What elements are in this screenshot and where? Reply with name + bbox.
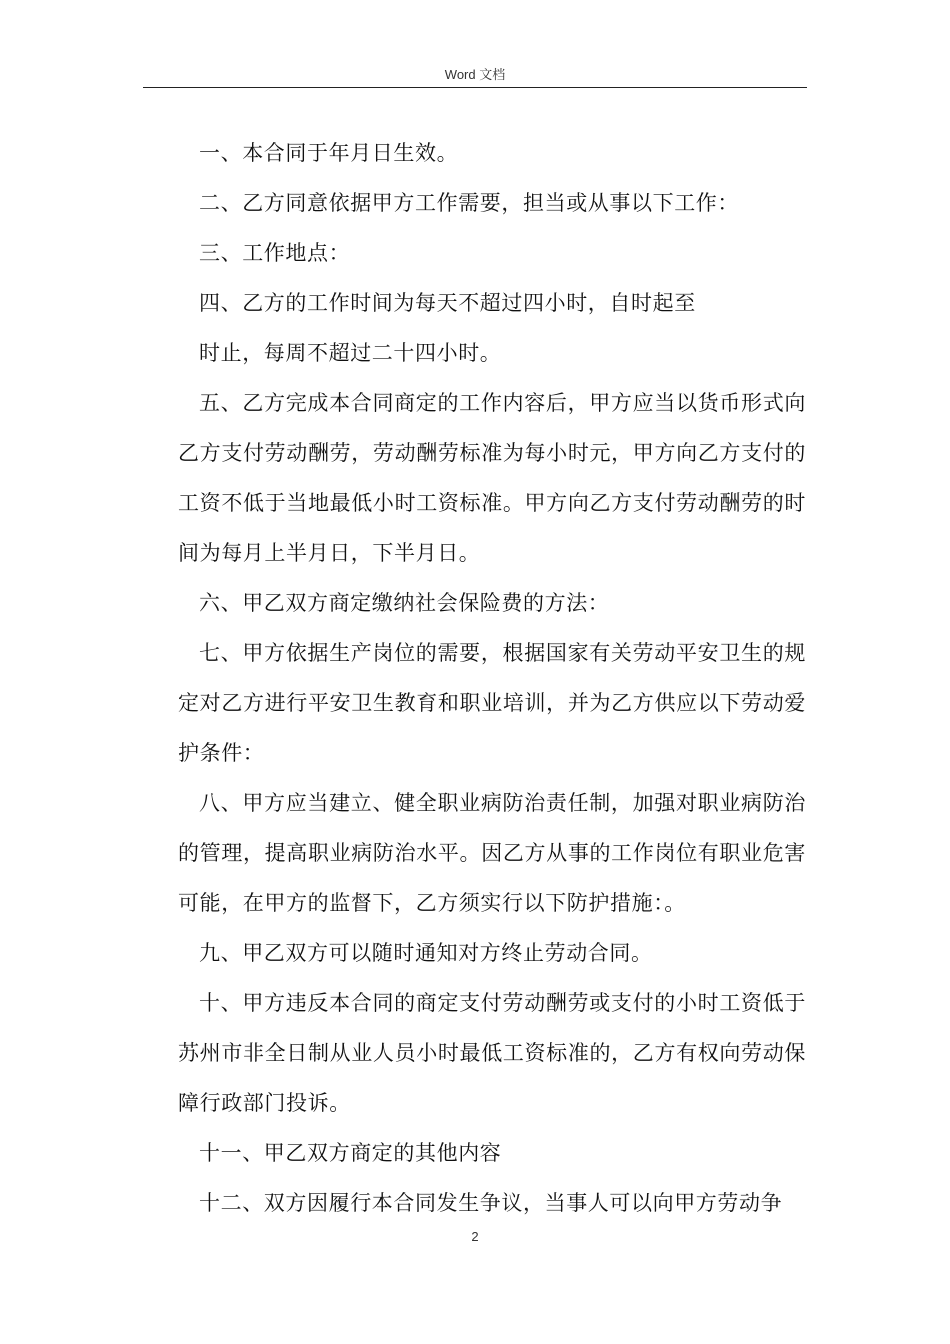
- paragraph-6: 六、甲乙双方商定缴纳社会保险费的方法：: [199, 591, 610, 615]
- header-divider: [143, 87, 807, 88]
- paragraph-1: 一、本合同于年月日生效。: [199, 141, 459, 165]
- paragraph-3: 三、工作地点：: [199, 241, 351, 265]
- page-number: 2: [471, 1229, 479, 1244]
- paragraph-8: 八、甲方应当建立、健全职业病防治责任制，加强对职业病防治的管理，提高职业病防治水平。因乙方从事的工作岗位有职业危害可能，在甲方的监督下，乙方须实行以下防护措施：。: [178, 791, 806, 915]
- paragraph-4-continuation: 时止，每周不超过二十四小时。: [199, 341, 502, 365]
- document-header-title: Word 文档: [444, 67, 506, 82]
- document-body: [178, 128, 806, 1228]
- paragraph-11: 十一、甲乙双方商定的其他内容: [199, 1141, 502, 1165]
- paragraph-10: 十、甲方违反本合同的商定支付劳动酬劳或支付的小时工资低于苏州市非全日制从业人员小时最低工资标准的，乙方有权向劳动保障行政部门投诉。: [178, 991, 806, 1115]
- paragraph-4: 四、乙方的工作时间为每天不超过四小时，自时起至: [199, 291, 696, 315]
- paragraph-7: 七、甲方依据生产岗位的需要，根据国家有关劳动平安卫生的规定对乙方进行平安卫生教育和职业培训，并为乙方供应以下劳动爱护条件：: [178, 641, 806, 765]
- paragraph-9: 九、甲乙双方可以随时通知对方终止劳动合同。: [199, 941, 653, 965]
- paragraph-5: 五、乙方完成本合同商定的工作内容后，甲方应当以货币形式向乙方支付劳动酬劳，劳动酬劳标准为每小时元，甲方向乙方支付的工资不低于当地最低小时工资标准。甲方向乙方支付劳动酬劳的时间为每月上半月日，下半月日。: [178, 391, 806, 565]
- paragraph-12: 十二、双方因履行本合同发生争议，当事人可以向甲方劳动争: [199, 1191, 783, 1215]
- paragraph-2: 二、乙方同意依据甲方工作需要，担当或从事以下工作：: [199, 191, 739, 215]
